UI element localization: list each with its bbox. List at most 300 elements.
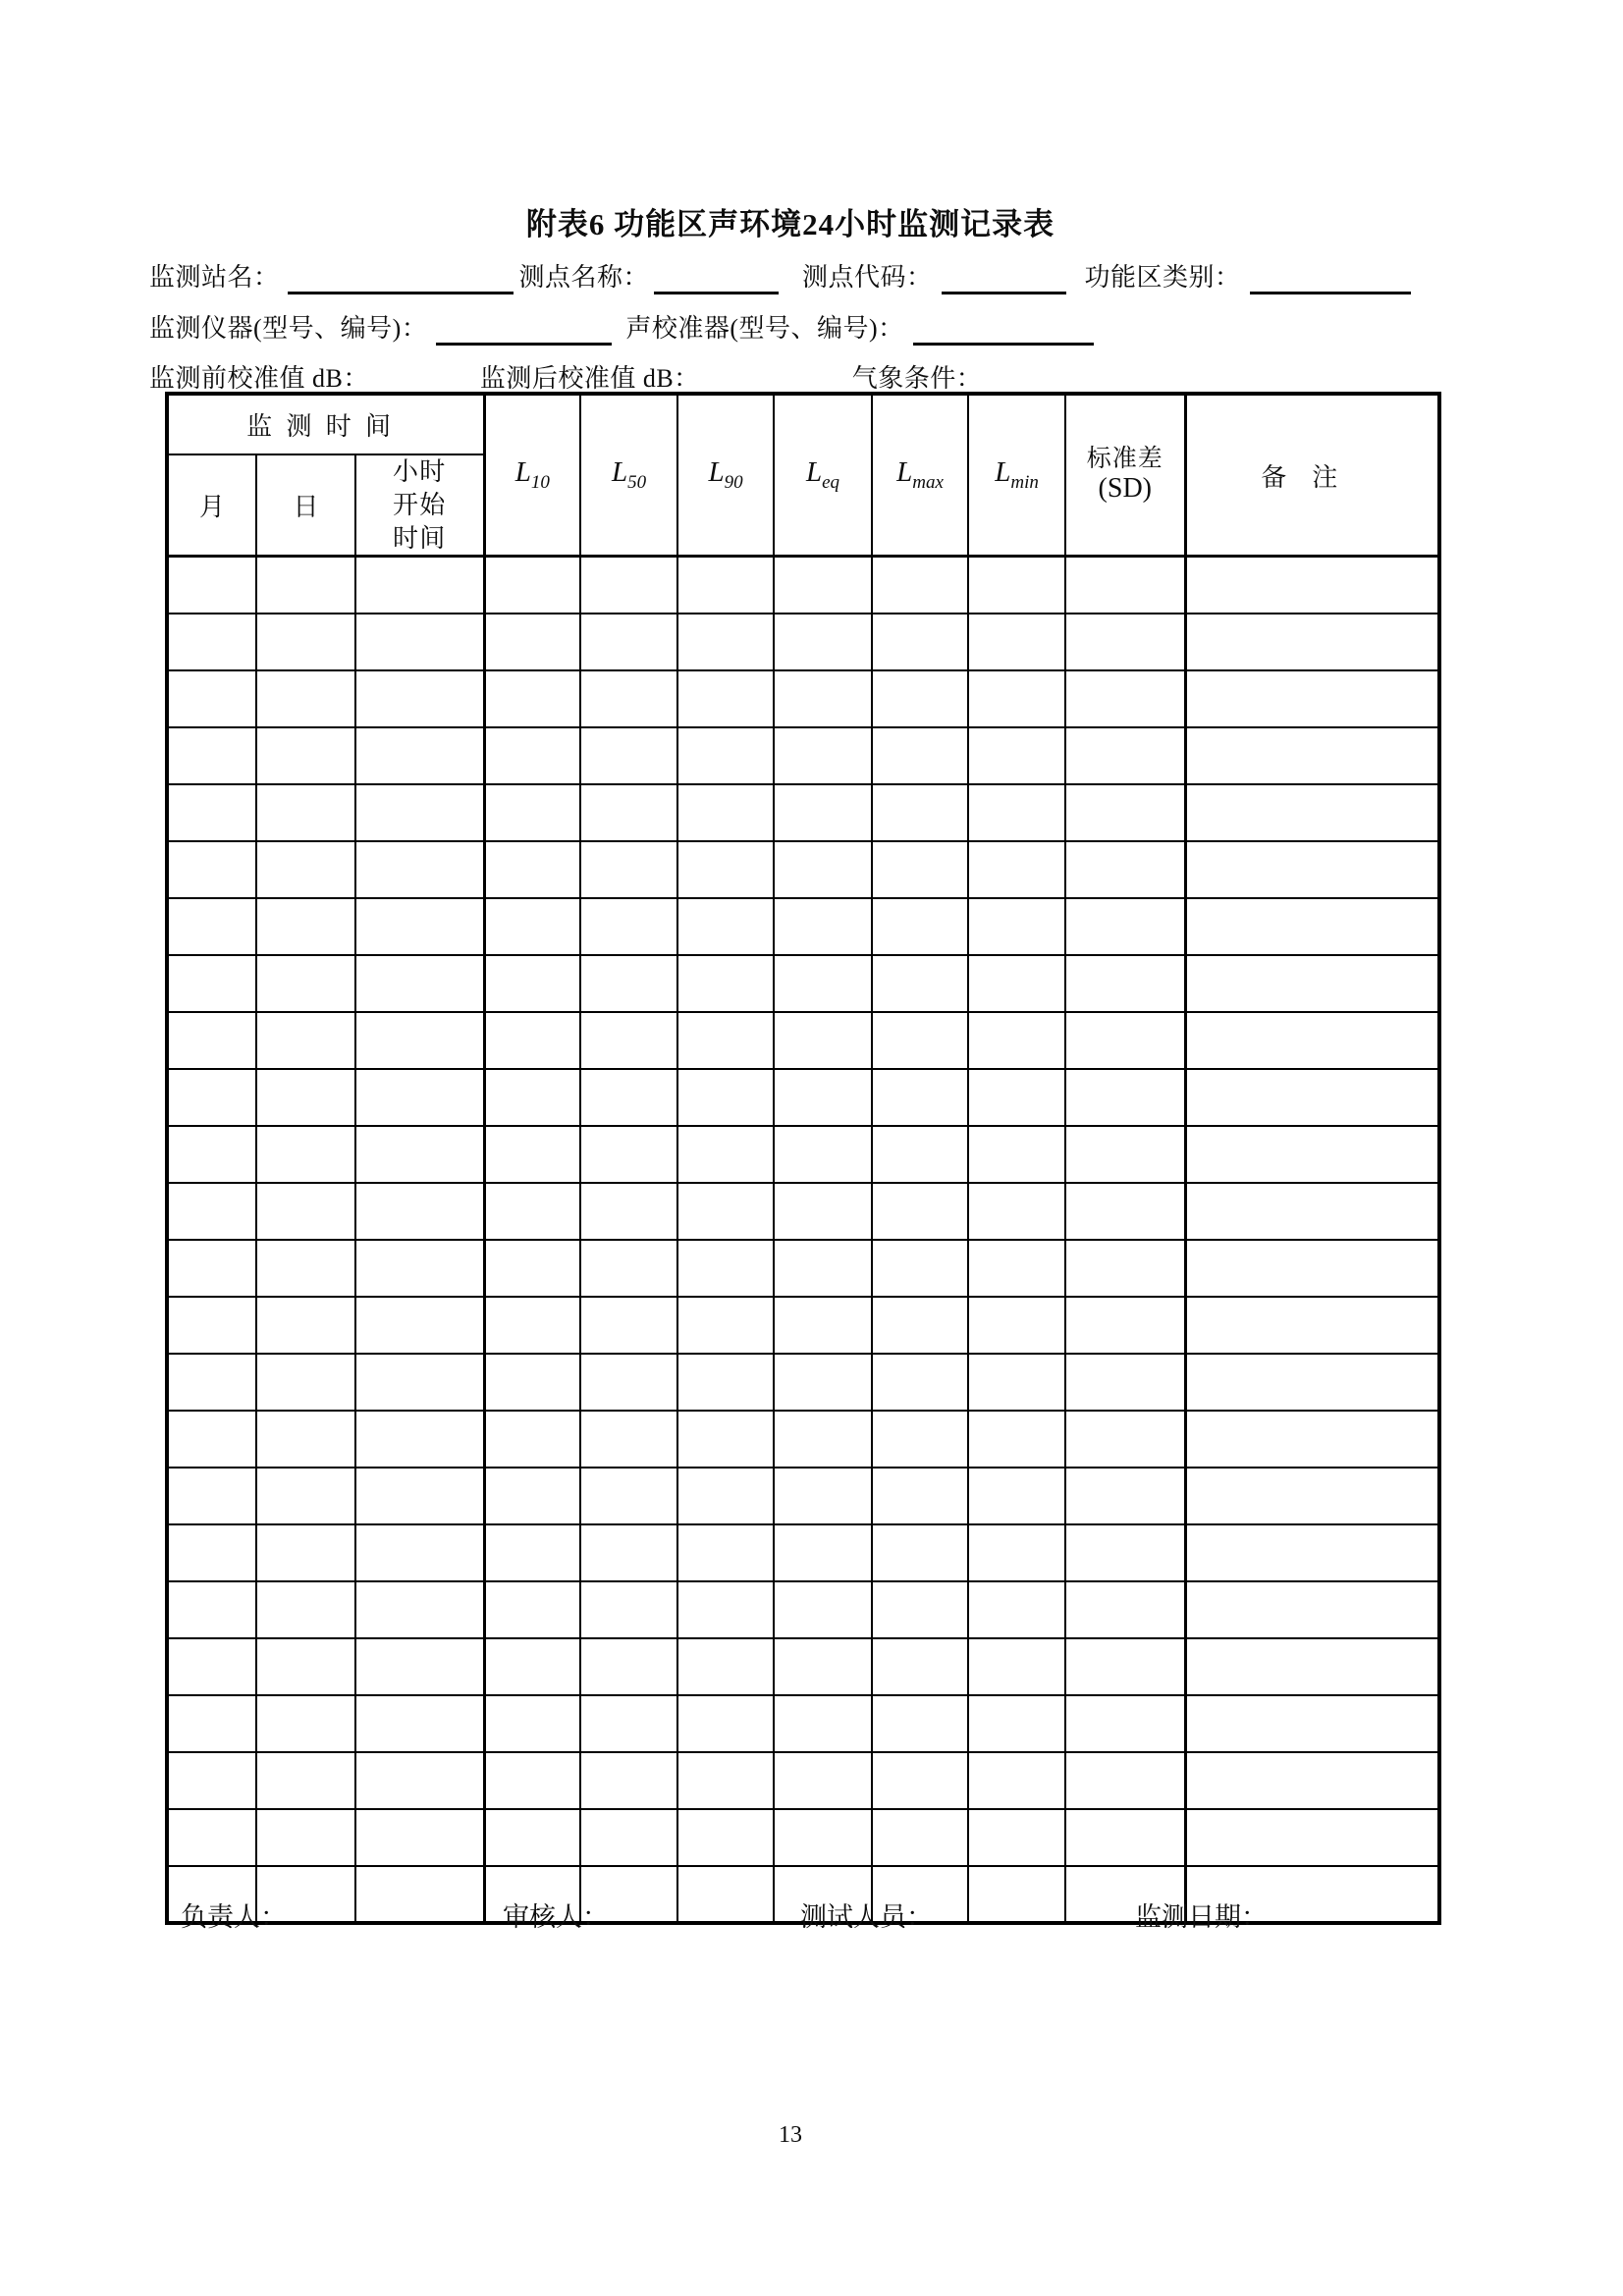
table-cell[interactable] [1065,727,1185,784]
table-cell[interactable] [1065,1524,1185,1581]
table-cell[interactable] [484,557,580,614]
table-cell[interactable] [677,1411,774,1468]
table-cell[interactable] [677,1240,774,1297]
table-cell[interactable] [1185,1524,1439,1581]
table-cell[interactable] [872,1468,968,1524]
table-cell[interactable] [484,1695,580,1752]
table-cell[interactable] [167,1752,256,1809]
table-cell[interactable] [256,670,355,727]
table-cell[interactable] [256,1411,355,1468]
table-cell[interactable] [355,1581,484,1638]
table-cell[interactable] [1065,1183,1185,1240]
table-cell[interactable] [968,1638,1065,1695]
instrument-blank[interactable] [436,343,612,346]
table-row [167,727,1439,784]
table-cell[interactable] [167,1638,256,1695]
table-cell[interactable] [677,1752,774,1809]
table-cell[interactable] [677,1354,774,1411]
table-cell[interactable] [580,898,677,955]
table-cell[interactable] [167,1411,256,1468]
table-cell[interactable] [484,1411,580,1468]
table-cell[interactable] [968,1069,1065,1126]
table-cell[interactable] [484,1524,580,1581]
table-cell[interactable] [774,1297,872,1354]
table-cell[interactable] [167,1069,256,1126]
table-cell[interactable] [872,1695,968,1752]
table-cell[interactable] [580,784,677,841]
table-cell[interactable] [1065,1411,1185,1468]
col-header-l50: $L_{50}$ [580,394,677,557]
table-cell[interactable] [1185,1752,1439,1809]
table-cell[interactable] [1065,614,1185,670]
table-cell[interactable] [677,1183,774,1240]
table-cell[interactable] [355,614,484,670]
table-cell[interactable] [580,955,677,1012]
table-cell[interactable] [968,614,1065,670]
table-cell[interactable] [580,1297,677,1354]
table-cell[interactable] [968,784,1065,841]
table-cell[interactable] [774,1695,872,1752]
table-cell[interactable] [580,1638,677,1695]
table-cell[interactable] [677,670,774,727]
table-cell[interactable] [484,898,580,955]
table-cell[interactable] [355,1524,484,1581]
table-cell[interactable] [968,1297,1065,1354]
table-cell[interactable] [167,614,256,670]
auditor-label: 审核人： [503,1902,609,1932]
form-line-3 [149,358,1130,395]
table-row [167,1524,1439,1581]
table-cell[interactable] [872,1809,968,1866]
table-cell[interactable] [774,557,872,614]
table-cell[interactable] [484,1354,580,1411]
table-cell[interactable] [677,1012,774,1069]
table-cell[interactable] [256,1240,355,1297]
table-row [167,670,1439,727]
table-cell[interactable] [968,841,1065,898]
table-cell[interactable] [355,1866,484,1923]
table-cell[interactable] [355,1468,484,1524]
table-cell[interactable] [167,727,256,784]
table-cell[interactable] [1065,1581,1185,1638]
table-cell[interactable] [167,670,256,727]
table-cell[interactable] [580,1183,677,1240]
table-cell[interactable] [580,1069,677,1126]
table-cell[interactable] [580,614,677,670]
table-cell[interactable] [1185,1069,1439,1126]
pre-calibration-label: 监测前校准值 dB： [149,364,369,393]
table-cell[interactable] [677,727,774,784]
monitoring-date-label: 监测日期： [1135,1902,1268,1932]
table-cell[interactable] [677,955,774,1012]
table-row [167,1069,1439,1126]
weather-label: 气象条件： [851,364,983,393]
table-cell[interactable] [872,784,968,841]
table-cell[interactable] [1185,841,1439,898]
table-cell[interactable] [256,1069,355,1126]
table-cell[interactable] [774,1354,872,1411]
table-cell[interactable] [1065,898,1185,955]
table-cell[interactable] [1065,1126,1185,1183]
table-cell[interactable] [580,1411,677,1468]
table-row [167,1695,1439,1752]
col-header-lmax: $L_{max}$ [872,394,968,557]
table-cell[interactable] [1185,955,1439,1012]
table-cell[interactable] [774,1012,872,1069]
table-cell[interactable] [484,1752,580,1809]
table-cell[interactable] [872,557,968,614]
responsible-person-label: 负责人： [181,1902,287,1932]
table-cell[interactable] [355,1297,484,1354]
tester-label: 测试人员： [800,1902,933,1932]
table-cell[interactable] [1185,614,1439,670]
col-group-monitoring-time: 监测时间 [167,394,484,454]
table-cell[interactable] [1065,1297,1185,1354]
table-cell[interactable] [968,670,1065,727]
table-cell[interactable] [484,1012,580,1069]
table-cell[interactable] [1185,1012,1439,1069]
table-cell[interactable] [355,1240,484,1297]
table-cell[interactable] [355,1354,484,1411]
table-cell[interactable] [580,557,677,614]
instrument-label: 监测仪器(型号、编号)： [149,314,428,343]
table-cell[interactable] [484,841,580,898]
table-cell[interactable] [968,1524,1065,1581]
table-cell[interactable] [872,1524,968,1581]
table-cell[interactable] [872,1297,968,1354]
table-cell[interactable] [580,1468,677,1524]
table-cell[interactable] [774,1240,872,1297]
table-cell[interactable] [1065,1240,1185,1297]
table-cell[interactable] [968,727,1065,784]
calibrator-blank[interactable] [913,343,1094,346]
table-cell[interactable] [355,1183,484,1240]
table-cell[interactable] [872,1638,968,1695]
table-cell[interactable] [1185,1581,1439,1638]
table-cell[interactable] [256,841,355,898]
table-cell[interactable] [256,784,355,841]
table-cell[interactable] [167,1183,256,1240]
table-cell[interactable] [1185,1354,1439,1411]
table-cell[interactable] [1185,1809,1439,1866]
table-cell[interactable] [355,841,484,898]
table-cell[interactable] [580,1524,677,1581]
table-cell[interactable] [256,955,355,1012]
table-cell[interactable] [677,841,774,898]
table-cell[interactable] [1185,1695,1439,1752]
table-cell[interactable] [256,1809,355,1866]
table-cell[interactable] [256,727,355,784]
point-code-blank[interactable] [942,292,1066,294]
table-cell[interactable] [1065,841,1185,898]
table-cell[interactable] [256,614,355,670]
monitoring-record-table [165,392,1441,1925]
table-cell[interactable] [872,670,968,727]
table-cell[interactable] [1185,898,1439,955]
table-cell[interactable] [484,1069,580,1126]
table-row [167,1126,1439,1183]
table-cell[interactable] [355,727,484,784]
page-title: 附表6 功能区声环境24小时监测记录表 [525,207,1055,241]
table-cell[interactable] [167,557,256,614]
table-cell[interactable] [774,841,872,898]
table-cell[interactable] [968,1866,1065,1923]
table-cell[interactable] [256,1297,355,1354]
table-cell[interactable] [167,1468,256,1524]
table-cell[interactable] [774,898,872,955]
table-cell[interactable] [256,1752,355,1809]
table-cell[interactable] [167,1297,256,1354]
table-cell[interactable] [677,1126,774,1183]
table-cell[interactable] [677,898,774,955]
post-calibration-label: 监测后校准值 dB： [479,364,700,393]
table-cell[interactable] [167,1524,256,1581]
table-cell[interactable] [774,784,872,841]
col-header-hour-start: 小时开始时间 [355,454,484,557]
table-cell[interactable] [677,1524,774,1581]
table-cell[interactable] [1065,1752,1185,1809]
table-cell[interactable] [580,1126,677,1183]
table-cell[interactable] [677,614,774,670]
table-row [167,1752,1439,1809]
table-cell[interactable] [1185,727,1439,784]
table-cell[interactable] [677,1581,774,1638]
table-cell[interactable] [256,1468,355,1524]
table-cell[interactable] [968,1695,1065,1752]
table-cell[interactable] [968,1468,1065,1524]
table-cell[interactable] [256,557,355,614]
table-cell[interactable] [1065,1468,1185,1524]
table-cell[interactable] [677,1638,774,1695]
table-cell[interactable] [774,727,872,784]
table-cell[interactable] [872,727,968,784]
table-cell[interactable] [355,1809,484,1866]
table-cell[interactable] [872,841,968,898]
table-cell[interactable] [1185,1638,1439,1695]
table-cell[interactable] [167,1012,256,1069]
table-cell[interactable] [484,727,580,784]
table-cell[interactable] [167,1581,256,1638]
table-cell[interactable] [872,1069,968,1126]
table-cell[interactable] [355,955,484,1012]
table-cell[interactable] [355,1752,484,1809]
table-cell[interactable] [256,898,355,955]
form-line-2 [149,308,1094,345]
table-cell[interactable] [1065,955,1185,1012]
table-cell[interactable] [677,1297,774,1354]
table-cell[interactable] [580,1240,677,1297]
table-cell[interactable] [355,1069,484,1126]
table-cell[interactable] [580,670,677,727]
table-cell[interactable] [1185,557,1439,614]
table-cell[interactable] [677,1809,774,1866]
table-cell[interactable] [968,1809,1065,1866]
table-cell[interactable] [355,784,484,841]
table-row [167,1297,1439,1354]
table-cell[interactable] [580,1581,677,1638]
table-cell[interactable] [774,1183,872,1240]
col-header-standard-deviation: 标准差 (SD) [1065,394,1185,557]
table-cell[interactable] [774,1809,872,1866]
point-name-blank[interactable] [654,292,779,294]
table-cell[interactable] [677,1468,774,1524]
table-cell[interactable] [968,898,1065,955]
table-cell[interactable] [774,1638,872,1695]
table-cell[interactable] [1185,1468,1439,1524]
table-cell[interactable] [968,1012,1065,1069]
table-cell[interactable] [580,841,677,898]
table-cell[interactable] [167,1240,256,1297]
table-cell[interactable] [968,1240,1065,1297]
table-cell[interactable] [774,1069,872,1126]
table-cell[interactable] [580,727,677,784]
table-cell[interactable] [872,1012,968,1069]
table-cell[interactable] [872,898,968,955]
table-cell[interactable] [677,1695,774,1752]
table-cell[interactable] [872,1126,968,1183]
table-cell[interactable] [872,1354,968,1411]
table-row [167,1638,1439,1695]
table-cell[interactable] [484,955,580,1012]
table-row [167,1411,1439,1468]
table-cell[interactable] [256,1012,355,1069]
table-cell[interactable] [484,614,580,670]
table-cell[interactable] [256,1638,355,1695]
table-cell[interactable] [774,955,872,1012]
table-cell[interactable] [968,1581,1065,1638]
table-cell[interactable] [484,1240,580,1297]
table-cell[interactable] [774,1411,872,1468]
table-cell[interactable] [580,1354,677,1411]
table-cell[interactable] [355,1012,484,1069]
table-cell[interactable] [774,1581,872,1638]
table-row [167,898,1439,955]
table-cell[interactable] [167,784,256,841]
table-cell[interactable] [774,1126,872,1183]
table-row [167,1809,1439,1866]
zone-type-blank[interactable] [1250,292,1411,294]
zone-type-label: 功能区类别： [1084,263,1241,292]
table-cell[interactable] [1185,1297,1439,1354]
table-cell[interactable] [256,1126,355,1183]
table-cell[interactable] [355,1695,484,1752]
table-cell[interactable] [774,1524,872,1581]
table-cell[interactable] [167,1695,256,1752]
table-cell[interactable] [774,670,872,727]
table-cell[interactable] [1065,1695,1185,1752]
table-cell[interactable] [1065,1069,1185,1126]
table-cell[interactable] [484,1581,580,1638]
table-cell[interactable] [167,841,256,898]
table-cell[interactable] [1065,1354,1185,1411]
table-cell[interactable] [355,557,484,614]
table-cell[interactable] [1065,784,1185,841]
table-cell[interactable] [355,670,484,727]
table-cell[interactable] [968,1126,1065,1183]
calibrator-label: 声校准器(型号、编号)： [625,314,904,343]
table-cell[interactable] [355,1638,484,1695]
table-cell[interactable] [580,1809,677,1866]
table-cell[interactable] [1065,670,1185,727]
col-header-remarks: 备注 [1185,394,1439,557]
table-cell[interactable] [484,1297,580,1354]
point-name-label: 测点名称： [518,263,650,292]
table-cell[interactable] [968,1411,1065,1468]
table-cell[interactable] [355,1126,484,1183]
table-cell[interactable] [484,1126,580,1183]
table-row [167,955,1439,1012]
table-cell[interactable] [256,1581,355,1638]
table-cell[interactable] [167,898,256,955]
table-cell[interactable] [872,1183,968,1240]
table-cell[interactable] [355,898,484,955]
table-cell[interactable] [968,557,1065,614]
table-row [167,557,1439,614]
table-cell[interactable] [484,784,580,841]
table-cell[interactable] [256,1695,355,1752]
col-header-l90: $L_{90}$ [677,394,774,557]
table-cell[interactable] [872,955,968,1012]
table-cell[interactable] [484,1809,580,1866]
table-cell[interactable] [677,784,774,841]
table-cell[interactable] [872,614,968,670]
table-cell[interactable] [1065,1638,1185,1695]
table-cell[interactable] [872,1411,968,1468]
table-cell[interactable] [1065,1809,1185,1866]
table-cell[interactable] [1185,784,1439,841]
table-cell[interactable] [968,1354,1065,1411]
table-cell[interactable] [580,1012,677,1069]
table-row [167,841,1439,898]
table-cell[interactable] [1065,557,1185,614]
table-cell[interactable] [872,1240,968,1297]
table-cell[interactable] [1185,1411,1439,1468]
table-cell[interactable] [256,1183,355,1240]
table-cell[interactable] [968,1183,1065,1240]
table-cell[interactable] [677,557,774,614]
table-cell[interactable] [774,614,872,670]
table-cell[interactable] [1185,670,1439,727]
table-cell[interactable] [484,1638,580,1695]
table-cell[interactable] [167,955,256,1012]
table-cell[interactable] [774,1752,872,1809]
table-cell[interactable] [968,955,1065,1012]
table-cell[interactable] [1185,1126,1439,1183]
table-cell[interactable] [968,1752,1065,1809]
table-cell[interactable] [256,1524,355,1581]
table-cell[interactable] [167,1126,256,1183]
table-cell[interactable] [774,1468,872,1524]
table-cell[interactable] [872,1581,968,1638]
table-cell[interactable] [167,1354,256,1411]
table-cell[interactable] [580,1752,677,1809]
table-cell[interactable] [484,1183,580,1240]
station-name-blank[interactable] [288,292,514,294]
table-cell[interactable] [484,1468,580,1524]
table-cell[interactable] [167,1809,256,1866]
col-header-day: 日 [256,454,355,557]
table-cell[interactable] [1065,1012,1185,1069]
table-cell[interactable] [677,1069,774,1126]
table-cell[interactable] [580,1695,677,1752]
table-cell[interactable] [355,1411,484,1468]
table-cell[interactable] [484,670,580,727]
table-cell[interactable] [1185,1183,1439,1240]
table-cell[interactable] [872,1752,968,1809]
table-cell[interactable] [677,1866,774,1923]
table-cell[interactable] [256,1354,355,1411]
table-cell[interactable] [1185,1240,1439,1297]
